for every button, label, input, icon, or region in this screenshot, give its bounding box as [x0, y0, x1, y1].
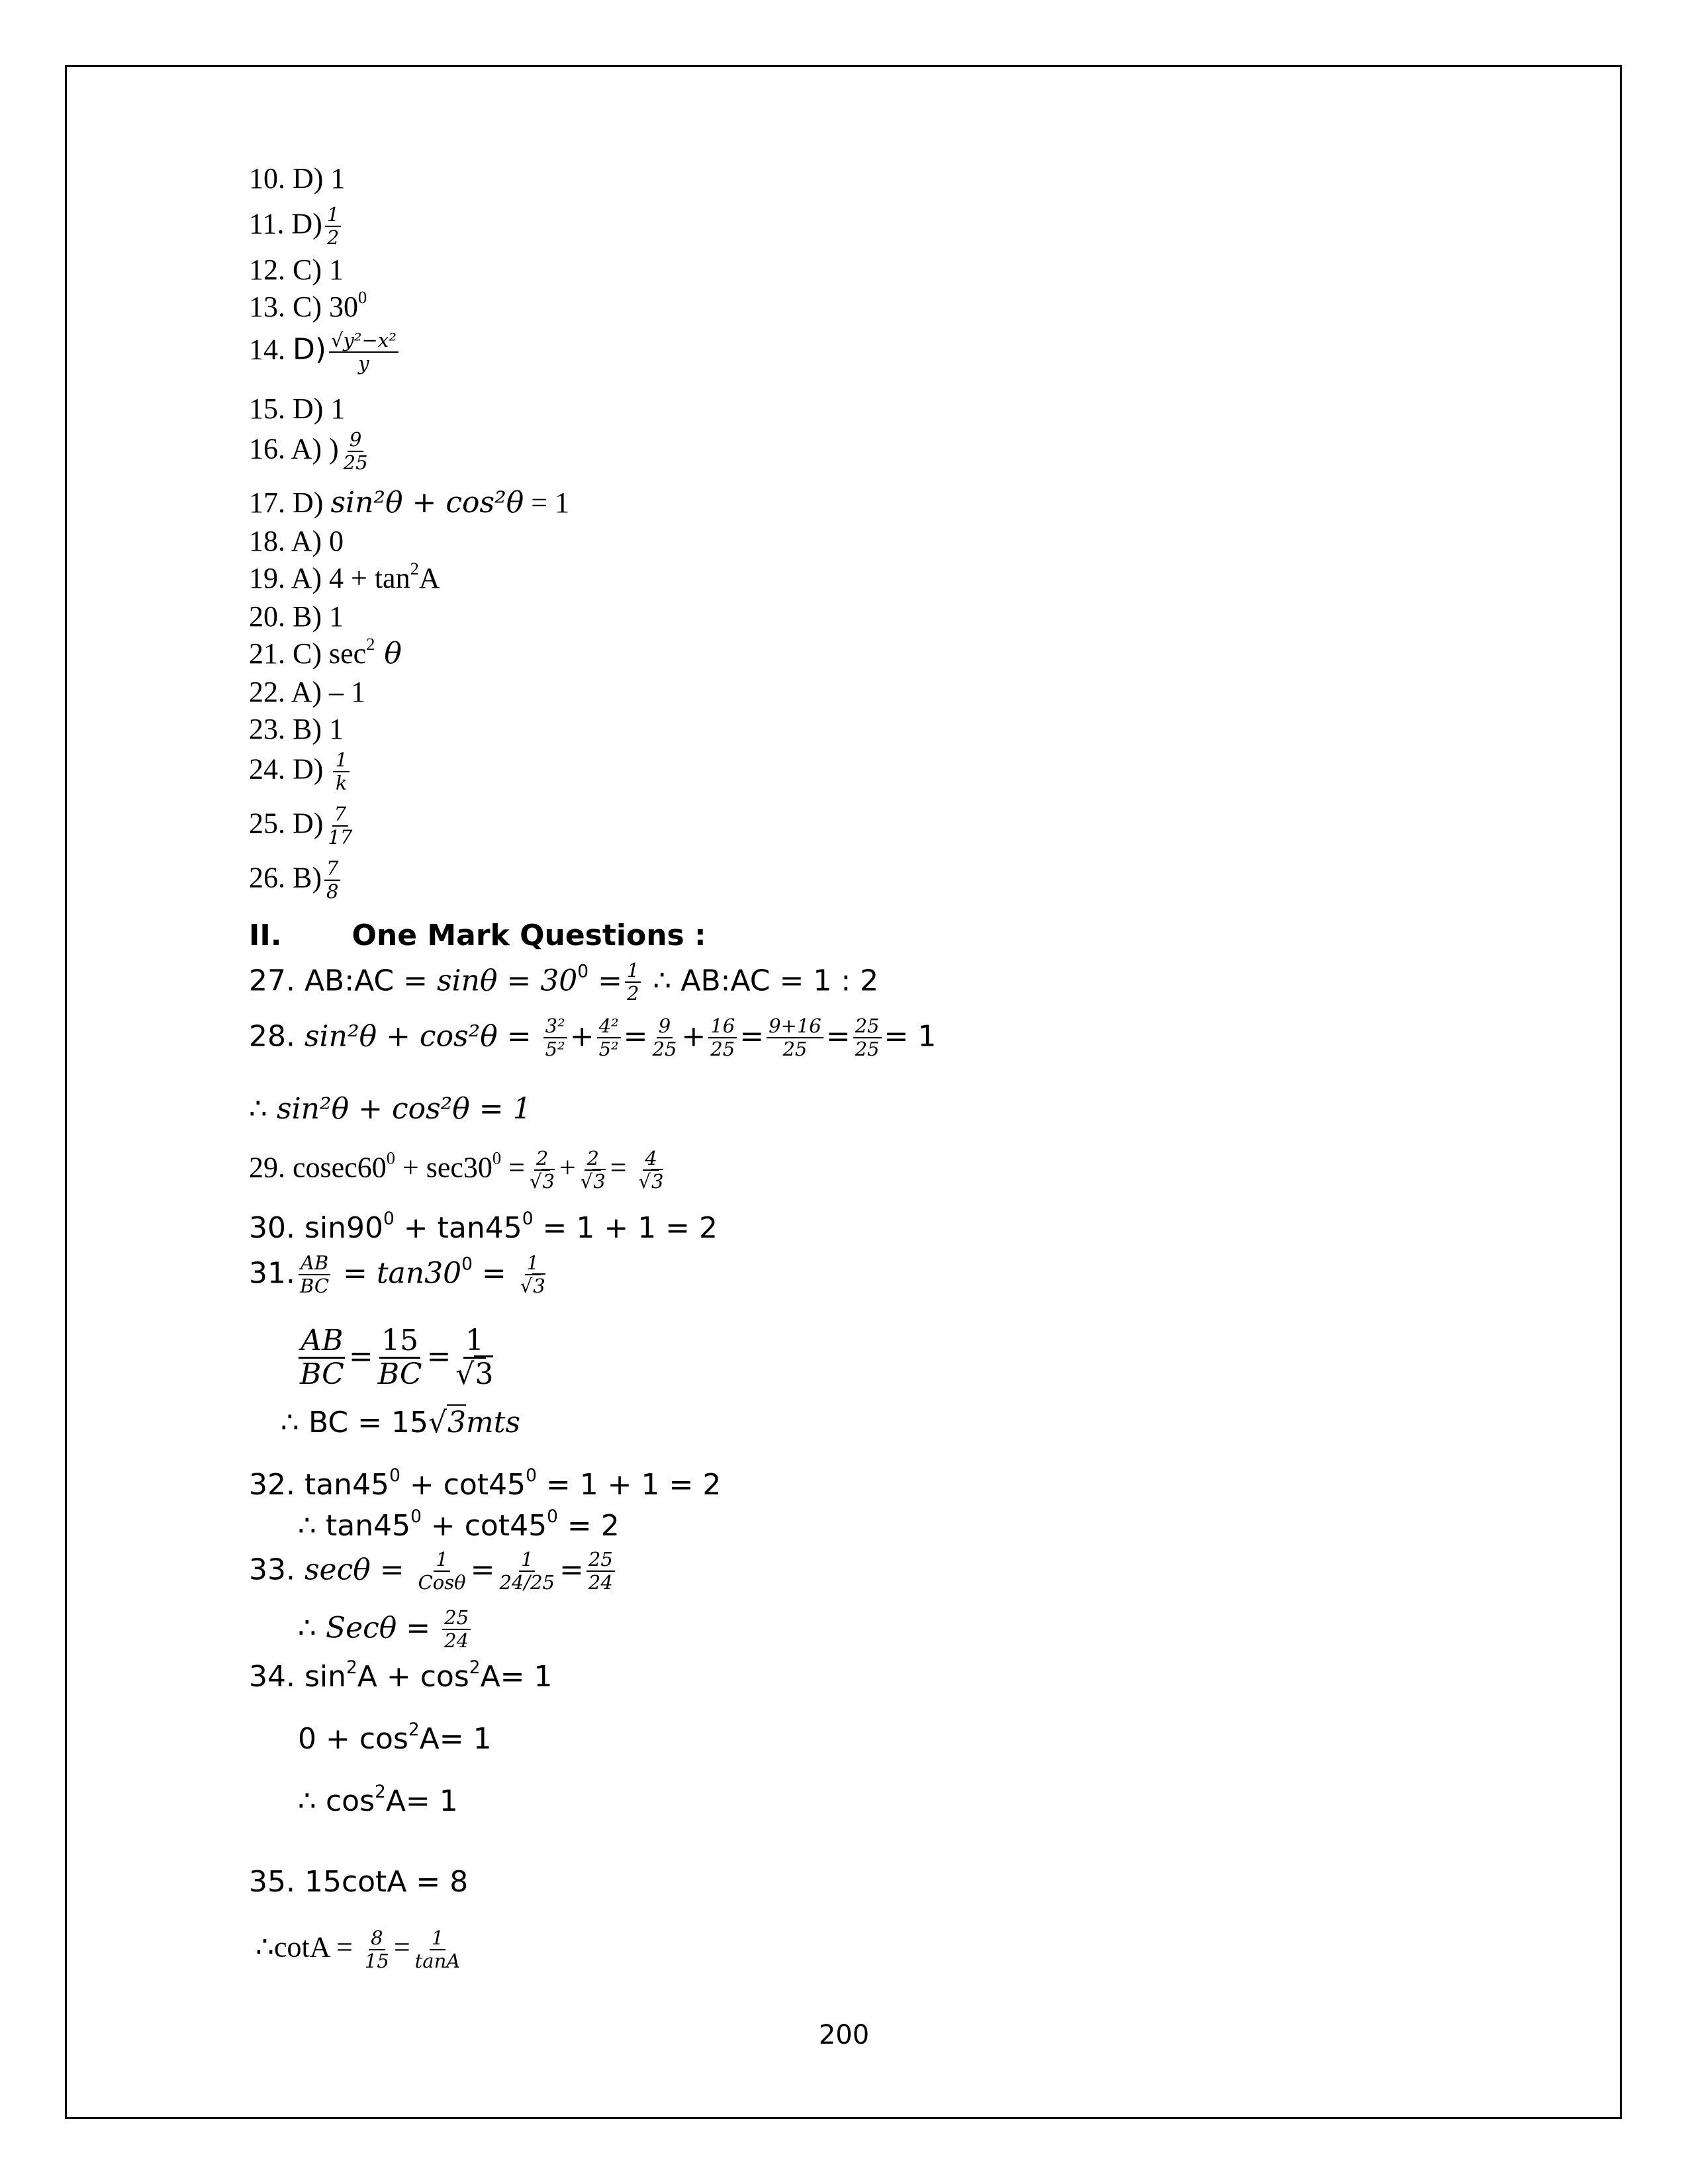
q27-line: 27. AB:AC = $\sin\theta = 30^0$ = $\frac{1}{2}$ ∴ AB:AC = 1 : 2: [249, 959, 879, 1005]
q34-step: $0 + \cos^2A= 1$: [298, 1719, 492, 1756]
answer-19: 19. A) $4 + \tan^2A$: [249, 559, 440, 594]
answer-18: 18. A) 0: [249, 525, 344, 557]
answer-24: 24. D) $\frac{1}{k}$: [249, 749, 352, 795]
fraction: $\frac{9}{25}$: [343, 428, 368, 475]
q35-conclusion: ∴cotA = $\frac{8}{15}$ = $\frac{1}{\tan A}$: [256, 1927, 461, 1973]
fraction: $\frac{7}{8}$: [324, 858, 340, 903]
fraction: $\frac{1}{2}$: [325, 204, 341, 250]
answer-26: 26. B) $\frac{7}{8}$: [249, 858, 343, 903]
section-heading: II. One Mark Questions :: [249, 919, 706, 952]
page-number: 200: [818, 2020, 870, 2050]
answer-25: 25. D) $\frac{7}{17}$: [249, 803, 357, 849]
answer-11: 11. D) $\frac{1}{2}$: [249, 204, 344, 250]
q34-conclusion: ∴ $\cos^2A= 1$: [298, 1782, 458, 1818]
q31-ratio: $\frac{AB}{BC}$ = $\frac{15}{BC}$ = $\frac{1}{√3}$: [300, 1324, 494, 1392]
answer-23: 23. B) 1: [249, 713, 344, 745]
answer-21: 21. C) $\sec^2 \theta$: [249, 634, 402, 670]
q31-conclusion: ∴ BC = 15√3mts: [281, 1406, 520, 1439]
q31-line: 31. $\frac{AB}{BC}$ = $\tan 30^0$ = $\frac{1}{√3}$: [249, 1251, 545, 1298]
answer-17: 17. D) sin²θ + cos²θ = 1: [249, 486, 570, 520]
q35-line: 35. 15cotA = 8: [249, 1865, 469, 1899]
fraction: $\frac{1}{k}$: [333, 749, 349, 795]
answer-22: 22. A) – 1: [249, 676, 366, 708]
answer-14: 14. D) $\frac{\text{√y²−x²}}{y}$: [249, 330, 401, 375]
answer-20: 20. B) 1: [249, 600, 344, 633]
fraction: $\frac{\text{√y²−x²}}{y}$: [329, 330, 399, 375]
answer-13: 13. C) $30^0$: [249, 287, 367, 323]
q33-line: 33. secθ = $\frac{1}{\text{Cosθ}}$ = $\frac{1}{24/25}$ = $\frac{25}{24}$: [249, 1549, 618, 1594]
answer-12: 12. C) 1: [249, 253, 344, 286]
q30-line: 30. $\sin 90^0 + \tan 45^0 = 1 + 1 = 2$: [249, 1208, 718, 1245]
q29-line: 29. $cosec60^0 + \sec 30^0$ = $\frac{2}{√3}$ + $\frac{2}{√3}$ = $\frac{4}{√3}$: [249, 1147, 664, 1193]
answer-10: 10. D) 1: [249, 162, 346, 195]
answer-16: 16. A) ) $\frac{9}{25}$: [249, 429, 373, 475]
q32-conclusion: ∴ $\tan 45^0 + \cot 45^0 = 2$: [298, 1506, 620, 1543]
fraction: $\frac{1}{2}$: [625, 960, 641, 1005]
q33-conclusion: ∴ Secθ = $\frac{25}{24}$: [298, 1607, 473, 1653]
q28-line: 28. sin²θ + cos²θ = $\frac{\text{3²}}{\text{5²}}$ + $\frac{\text{4²}}{\text{5²}}$ = $\frac{9}{25}$ + $\frac{16}{25}$ = $\frac{9+16}{25}$ = $\frac{25}{25}$ = 1: [249, 1015, 937, 1061]
q32-line: 32. $\tan 45^0 + \cot 45^0 = 1 + 1 = 2$: [249, 1465, 722, 1502]
fraction: $\frac{7}{17}$: [328, 803, 353, 849]
q34-line: 34. $\sin^2A + \cos^2A= 1$: [249, 1657, 553, 1694]
answer-15: 15. D) 1: [249, 392, 346, 425]
q28-conclusion: ∴ sin²θ + cos²θ = 1: [249, 1092, 532, 1126]
